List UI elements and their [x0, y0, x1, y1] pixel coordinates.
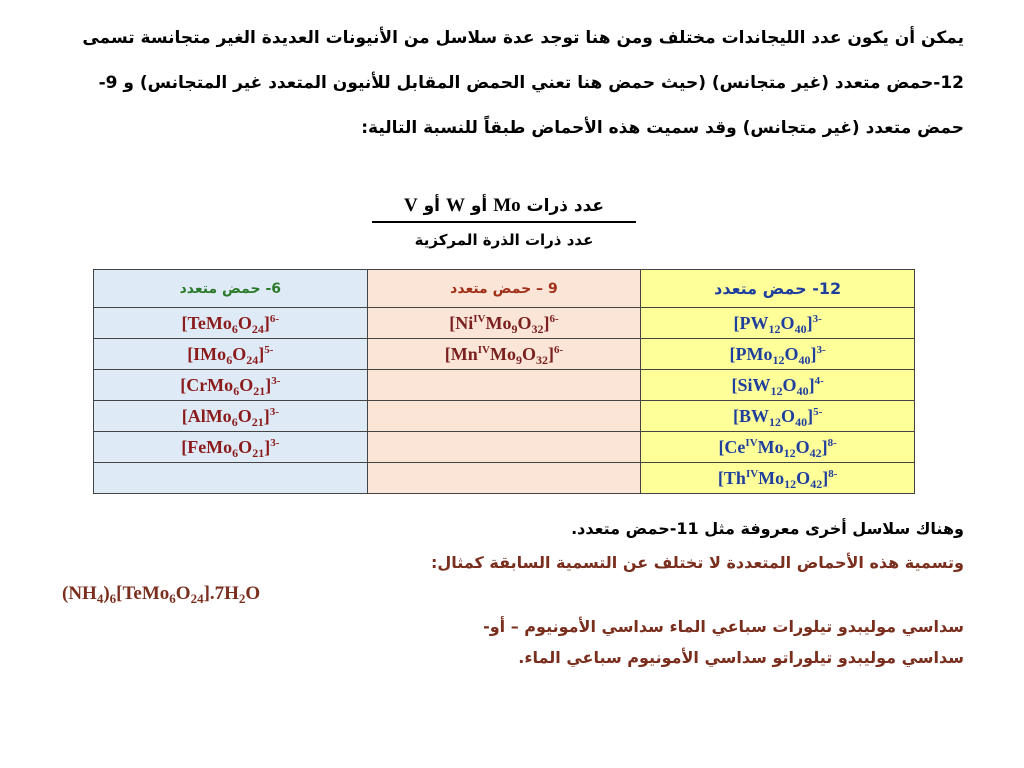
formula-sub: 40	[796, 383, 809, 398]
name-variant-1: سداسي موليبدو تيلورات سباعي الماء سداسي الأمونيوم – أو-	[483, 617, 964, 636]
formula-part: ]	[265, 374, 272, 395]
formula-sub: 12	[769, 414, 782, 429]
example-part: O	[175, 583, 191, 604]
formula-sub: 12	[783, 445, 796, 460]
element-mo: Mo	[493, 195, 521, 216]
formula-sub: 6	[231, 321, 238, 336]
table-header-row	[94, 270, 915, 308]
formula	[181, 312, 280, 336]
cell-9-polyacid	[367, 339, 641, 370]
cell-6-polyacid	[94, 308, 368, 339]
formula-part: [AlMo	[181, 405, 232, 426]
formula-oxidation: IV	[473, 312, 486, 325]
header-6-polyacid: 6- حمض متعدد	[94, 270, 368, 308]
formula-charge: 8-	[827, 436, 837, 449]
table-row	[94, 463, 915, 494]
formula-sub: 42	[809, 445, 822, 460]
example-part: )	[103, 583, 110, 604]
formula-part: [Th	[717, 467, 746, 488]
formula-sub: 24	[251, 321, 264, 336]
formula	[449, 312, 559, 336]
intro-line-2: 12-حمض متعدد (غير متجانس) (حيث حمض هنا تعني الحمض المقابل للأنيون المتعدد غير المتجانس) و 9-	[98, 73, 964, 93]
formula-part: O	[780, 312, 795, 333]
cell-6-polyacid	[94, 370, 368, 401]
fraction-bar	[372, 221, 636, 223]
formula-sub: 32	[535, 352, 548, 367]
formula	[729, 343, 826, 367]
formula-oxidation: IV	[477, 343, 490, 356]
formula-charge: 3-	[270, 436, 280, 449]
formula	[444, 343, 564, 367]
formula	[187, 343, 274, 367]
cell-12-polyacid	[641, 432, 915, 463]
header-9-polyacid: 9 – حمض متعدد	[367, 270, 641, 308]
formula-part: Mo	[757, 436, 784, 457]
table-row	[94, 401, 915, 432]
table-row	[94, 339, 915, 370]
formula-part: ]	[263, 405, 270, 426]
or-word-1: أو	[470, 196, 488, 216]
cell-6-polyacid	[94, 339, 368, 370]
example-sub: 6	[109, 591, 117, 606]
formula-charge: 6-	[553, 343, 564, 356]
intro-line-3: حمض متعدد (غير متجانس) وقد سميت هذه الأحماض طبقاً للنسبة التالية:	[361, 118, 964, 138]
formula-part: O	[521, 343, 536, 364]
formula-sub: 40	[794, 321, 807, 336]
cell-9-polyacid	[367, 432, 641, 463]
formula-part: O	[237, 312, 252, 333]
formula-part: [Ni	[449, 312, 474, 333]
table-row	[94, 308, 915, 339]
formula-part: ]	[807, 405, 814, 426]
formula-part: O	[237, 405, 252, 426]
formula-sub: 32	[531, 321, 544, 336]
example-formula	[62, 583, 260, 605]
formula-part: [Mn	[444, 343, 478, 364]
formula-part: Mo	[485, 312, 512, 333]
formula	[733, 312, 822, 336]
formula-part: O	[782, 374, 797, 395]
formula-part: ]	[264, 436, 271, 457]
formula-part: [PW	[733, 312, 769, 333]
cell-9-polyacid	[367, 308, 641, 339]
cell-9-polyacid	[367, 401, 641, 432]
cell-6-polyacid	[94, 401, 368, 432]
formula-part: O	[239, 374, 254, 395]
example-part: ].7H	[203, 583, 239, 604]
fraction-denominator: عدد ذرات الذرة المركزية	[414, 231, 594, 249]
formula-part: ]	[822, 467, 829, 488]
formula-part: O	[517, 312, 532, 333]
formula-sub: 12	[772, 352, 785, 367]
numerator-prefix: عدد ذرات	[526, 196, 605, 216]
table-row	[94, 432, 915, 463]
formula-part: O	[238, 436, 253, 457]
formula-part: [BW	[733, 405, 770, 426]
formula-charge: 5-	[813, 405, 823, 418]
example-sub: 2	[238, 591, 246, 606]
formula-charge: 5-	[264, 343, 274, 356]
formula-charge: 8-	[828, 467, 838, 480]
formula-charge: 3-	[269, 405, 279, 418]
formula-sub: 21	[251, 414, 264, 429]
cell-9-polyacid	[367, 463, 641, 494]
formula-part: [SiW	[731, 374, 771, 395]
formula-sub: 12	[784, 476, 797, 491]
formula-part: O	[784, 343, 799, 364]
cell-12-polyacid	[641, 339, 915, 370]
example-sub: 6	[169, 591, 176, 606]
formula-charge: 3-	[812, 312, 822, 325]
note-other-series: وهناك سلاسل أخرى معروفة مثل 11-حمض متعدد.	[571, 519, 964, 538]
formula-charge: 3-	[816, 343, 826, 356]
table-row	[94, 370, 915, 401]
formula-part: [IMo	[187, 343, 227, 364]
example-sub: 24	[190, 591, 204, 606]
formula-sub: 6	[231, 414, 238, 429]
cell-12-polyacid	[641, 401, 915, 432]
or-word-2: أو	[423, 196, 441, 216]
formula-sub: 9	[515, 352, 522, 367]
formula-part: O	[232, 343, 247, 364]
formula-sub: 9	[511, 321, 518, 336]
formula-part: Mo	[758, 467, 785, 488]
formula-part: ]	[810, 343, 817, 364]
intro-paragraph	[64, 30, 964, 165]
example-part: [TeMo	[116, 583, 170, 604]
example-part: O	[245, 583, 261, 604]
formula-part: [Ce	[718, 436, 746, 457]
polyacid-table	[93, 269, 915, 494]
formula-part: O	[781, 405, 796, 426]
note-naming: وتسمية هذه الأحماض المتعددة لا تختلف عن التسمية السابقة كمثال:	[431, 553, 964, 572]
formula-part: [CrMo	[180, 374, 234, 395]
cell-6-polyacid	[94, 463, 368, 494]
formula-part: ]	[806, 312, 813, 333]
formula-part: [FeMo	[181, 436, 233, 457]
formula-part: ]	[263, 312, 270, 333]
formula	[717, 467, 838, 491]
formula	[181, 436, 280, 460]
formula-part: ]	[808, 374, 815, 395]
formula-sub: 21	[252, 445, 265, 460]
fraction-numerator	[372, 192, 636, 220]
formula	[733, 405, 823, 429]
formula-charge: 3-	[271, 374, 281, 387]
formula-sub: 40	[795, 414, 808, 429]
formula-oxidation: IV	[745, 436, 758, 449]
formula	[731, 374, 824, 398]
formula-sub: 6	[232, 445, 239, 460]
example-sub: 4	[96, 591, 104, 606]
formula-sub: 12	[768, 321, 781, 336]
formula-part: ]	[258, 343, 265, 364]
cell-12-polyacid	[641, 308, 915, 339]
formula-charge: 4-	[814, 374, 824, 387]
intro-line-1: يمكن أن يكون عدد الليجاندات مختلف ومن هنا توجد عدة سلاسل من الأنيونات العديدة الغير متجانسة تسمى	[82, 28, 964, 48]
formula-sub: 6	[233, 383, 240, 398]
formula-sub: 42	[810, 476, 823, 491]
cell-12-polyacid	[641, 463, 915, 494]
formula-part: O	[795, 436, 810, 457]
formula-charge: 6-	[549, 312, 559, 325]
formula	[718, 436, 837, 460]
formula-part: ]	[543, 312, 550, 333]
formula-sub: 12	[770, 383, 783, 398]
formula-sub: 40	[798, 352, 811, 367]
formula-part: ]	[821, 436, 828, 457]
example-part: (NH	[62, 583, 97, 604]
ratio-fraction	[372, 192, 636, 252]
formula-part: Mo	[489, 343, 516, 364]
cell-6-polyacid	[94, 432, 368, 463]
cell-9-polyacid	[367, 370, 641, 401]
formula-part: [PMo	[729, 343, 773, 364]
formula-part: [TeMo	[181, 312, 232, 333]
formula-sub: 21	[253, 383, 266, 398]
formula-charge: 6-	[269, 312, 280, 325]
formula	[180, 374, 281, 398]
name-variant-2: سداسي موليبدو تيلوراتو سداسي الأمونيوم سباعي الماء.	[518, 648, 964, 667]
element-w: W	[445, 195, 465, 216]
formula-sub: 24	[246, 352, 259, 367]
formula-part: O	[796, 467, 811, 488]
formula	[181, 405, 279, 429]
header-12-polyacid: 12- حمض متعدد	[641, 270, 915, 308]
formula-oxidation: IV	[745, 467, 759, 480]
cell-12-polyacid	[641, 370, 915, 401]
element-v: V	[403, 195, 418, 216]
formula-part: ]	[547, 343, 554, 364]
formula-sub: 6	[226, 352, 233, 367]
